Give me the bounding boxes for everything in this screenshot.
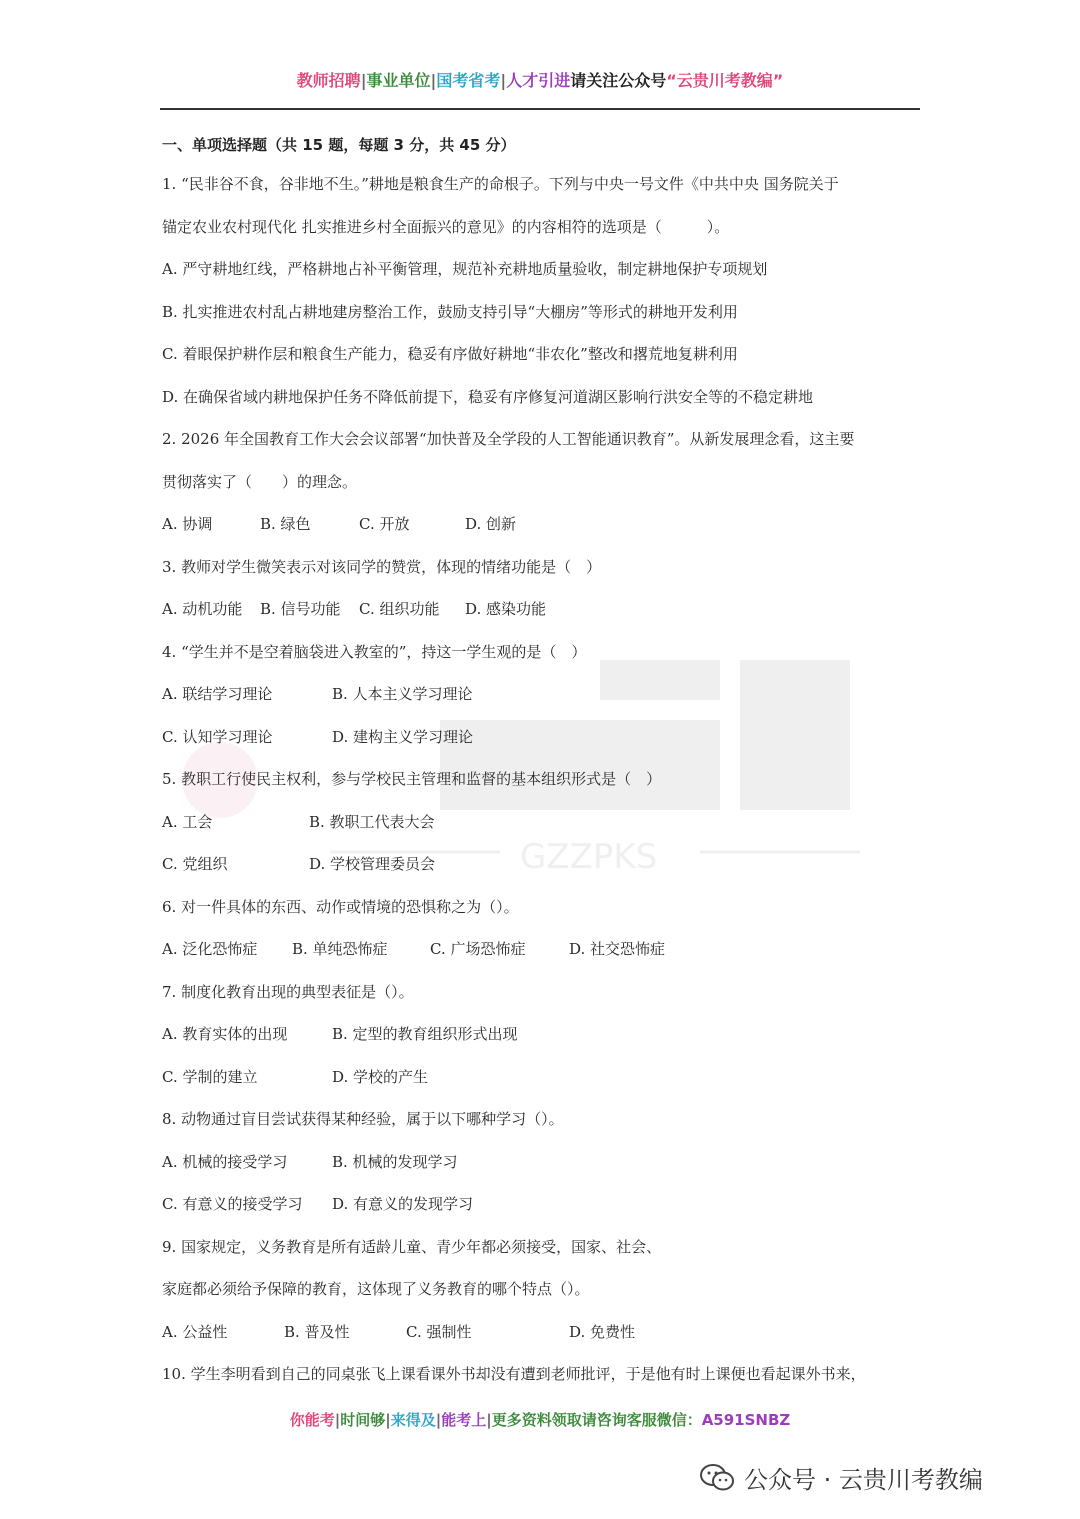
answer-option[interactable]: A. 泛化恐怖症 xyxy=(162,940,258,958)
option-row xyxy=(162,1063,922,1106)
page-header-banner xyxy=(0,68,1080,91)
footer-segment: 你能考 xyxy=(289,1411,335,1429)
option-row xyxy=(162,1148,922,1191)
answer-option[interactable]: A. 动机功能 xyxy=(162,600,243,618)
footer-segment: | xyxy=(486,1411,492,1429)
question-stem: 10. 学生李明看到自己的同桌张飞上课看课外书却没有遭到老师批评，于是他有时上课便也看起课外书来， xyxy=(162,1365,866,1383)
question-stem: 3. 教师对学生微笑表示对该同学的赞赏，体现的情绪功能是（ ） xyxy=(162,557,602,576)
answer-option[interactable]: B. 单纯恐怖症 xyxy=(292,940,388,958)
answer-option[interactable]: C. 强制性 xyxy=(406,1322,472,1341)
answer-option[interactable]: A. 公益性 xyxy=(162,1322,228,1341)
answer-option[interactable]: B. 绿色 xyxy=(260,515,311,533)
page-footer-banner xyxy=(0,1409,1080,1430)
question-stem-continued: 贯彻落实了（ ）的理念。 xyxy=(162,472,358,491)
option-row xyxy=(162,383,922,426)
header-segment: | xyxy=(500,71,507,90)
option-row xyxy=(162,595,922,638)
header-segment: 事业单位 xyxy=(366,71,431,90)
question-stem: 6. 对一件具体的东西、动作或情境的恐惧称之为（）。 xyxy=(162,897,519,916)
answer-option[interactable]: B. 扎实推进农村乱占耕地建房整治工作，鼓励支持引导“大棚房”等形式的耕地开发利用 xyxy=(162,302,738,321)
question-stem-continued: 锚定农业农村现代化 扎实推进乡村全面振兴的意见》的内容相符的选项是（ ）。 xyxy=(162,217,730,236)
header-segment: 国考省考 xyxy=(436,71,501,90)
option-row xyxy=(162,935,922,978)
answer-option[interactable]: C. 组织功能 xyxy=(359,600,440,618)
option-row xyxy=(162,1020,922,1063)
answer-option[interactable]: C. 着眼保护耕作层和粮食生产能力，稳妥有序做好耕地“非农化”整改和撂荒地复耕利用 xyxy=(162,345,738,363)
header-segment: 请关注公众号 xyxy=(570,71,667,90)
header-segment: | xyxy=(360,71,367,90)
question-stem: 4. “学生并不是空着脑袋进入教室的”，持这一学生观的是（ ） xyxy=(162,642,587,661)
header-divider xyxy=(160,108,920,110)
section-title: 一、单项选择题（共 15 题，每题 3 分，共 45 分） xyxy=(162,136,516,154)
header-segment: “云贵川考教编” xyxy=(666,71,784,90)
footer-segment: | xyxy=(385,1411,391,1429)
question-stem-continued: 家庭都必须给予保障的教育，这体现了义务教育的哪个特点（）。 xyxy=(162,1280,590,1298)
answer-option[interactable]: A. 联结学习理论 xyxy=(162,685,273,703)
answer-option[interactable]: D. 免费性 xyxy=(569,1322,636,1341)
answer-option[interactable]: C. 认知学习理论 xyxy=(162,727,273,746)
answer-option[interactable]: C. 党组织 xyxy=(162,855,228,873)
answer-option[interactable]: A. 严守耕地红线，严格耕地占补平衡管理，规范补充耕地质量验收，制定耕地保护专项规划 xyxy=(162,260,768,278)
answer-option[interactable]: A. 工会 xyxy=(162,812,213,831)
answer-option[interactable]: D. 在确保省域内耕地保护任务不降低前提下，稳妥有序修复河道湖区影响行洪安全等的不稳定耕地 xyxy=(162,387,814,406)
question-list xyxy=(162,130,922,1403)
header-segment: 人才引进 xyxy=(506,71,571,90)
account-badge xyxy=(700,1460,983,1495)
answer-option[interactable]: A. 协调 xyxy=(162,515,213,533)
option-row xyxy=(162,298,922,341)
question-stem: 5. 教职工行使民主权利，参与学校民主管理和监督的基本组织形式是（ ） xyxy=(162,770,662,788)
answer-option[interactable]: B. 教职工代表大会 xyxy=(309,812,435,831)
answer-option[interactable]: D. 有意义的发现学习 xyxy=(332,1195,474,1213)
question-stem: 1. “民非谷不食，谷非地不生。”耕地是粮食生产的命根子。下列与中央一号文件《中共中央 国务院关于 xyxy=(162,175,839,193)
header-segment: 教师招聘 xyxy=(296,71,361,90)
option-row xyxy=(162,680,922,723)
option-row xyxy=(162,1190,922,1233)
account-label: 公众号 · 云贵川考教编 xyxy=(744,1466,983,1494)
footer-segment: 更多资料领取请咨询客服微信： xyxy=(491,1411,702,1429)
answer-option[interactable]: C. 学制的建立 xyxy=(162,1067,258,1086)
footer-segment: 时间够 xyxy=(340,1411,386,1429)
answer-option[interactable]: A. 教育实体的出现 xyxy=(162,1025,288,1043)
answer-option[interactable]: A. 机械的接受学习 xyxy=(162,1152,288,1171)
footer-segment: | xyxy=(435,1411,442,1429)
answer-option[interactable]: C. 有意义的接受学习 xyxy=(162,1195,303,1213)
answer-option[interactable]: C. 广场恐怖症 xyxy=(430,940,526,958)
answer-option[interactable]: C. 开放 xyxy=(359,515,410,533)
question-stem: 7. 制度化教育出现的典型表征是（）。 xyxy=(162,982,414,1001)
option-row xyxy=(162,510,922,553)
watermark-text: GZZPKS xyxy=(520,837,658,877)
header-segment: | xyxy=(430,71,437,90)
option-row xyxy=(162,1318,922,1361)
option-row xyxy=(162,850,922,893)
answer-option[interactable]: D. 学校管理委员会 xyxy=(309,855,436,873)
question-stem: 8. 动物通过盲目尝试获得某种经验，属于以下哪种学习（）。 xyxy=(162,1110,564,1128)
option-row xyxy=(162,723,922,766)
option-row xyxy=(162,808,922,851)
option-row xyxy=(162,340,922,383)
answer-option[interactable]: D. 社交恐怖症 xyxy=(569,940,666,958)
answer-option[interactable]: B. 定型的教育组织形式出现 xyxy=(332,1025,518,1043)
footer-segment: A591SNBZ xyxy=(701,1411,791,1429)
footer-segment: | xyxy=(334,1411,341,1429)
answer-option[interactable]: D. 建构主义学习理论 xyxy=(332,727,474,746)
footer-segment: 能考上 xyxy=(441,1411,487,1429)
answer-option[interactable]: D. 感染功能 xyxy=(465,600,547,618)
answer-option[interactable]: B. 普及性 xyxy=(284,1322,350,1341)
wechat-icon xyxy=(700,1464,734,1492)
answer-option[interactable]: B. 人本主义学习理论 xyxy=(332,685,473,703)
question-stem: 9. 国家规定，义务教育是所有适龄儿童、青少年都必须接受，国家、社会、 xyxy=(162,1237,662,1256)
answer-option[interactable]: B. 机械的发现学习 xyxy=(332,1152,458,1171)
answer-option[interactable]: B. 信号功能 xyxy=(260,600,341,618)
question-stem: 2. 2026 年全国教育工作大会会议部署“加快普及全学段的人工智能通识教育”。从新发展理念看，这主要 xyxy=(162,430,855,448)
answer-option[interactable]: D. 创新 xyxy=(465,515,517,533)
answer-option[interactable]: D. 学校的产生 xyxy=(332,1067,429,1086)
option-row xyxy=(162,255,922,298)
footer-segment: 来得及 xyxy=(390,1411,436,1429)
